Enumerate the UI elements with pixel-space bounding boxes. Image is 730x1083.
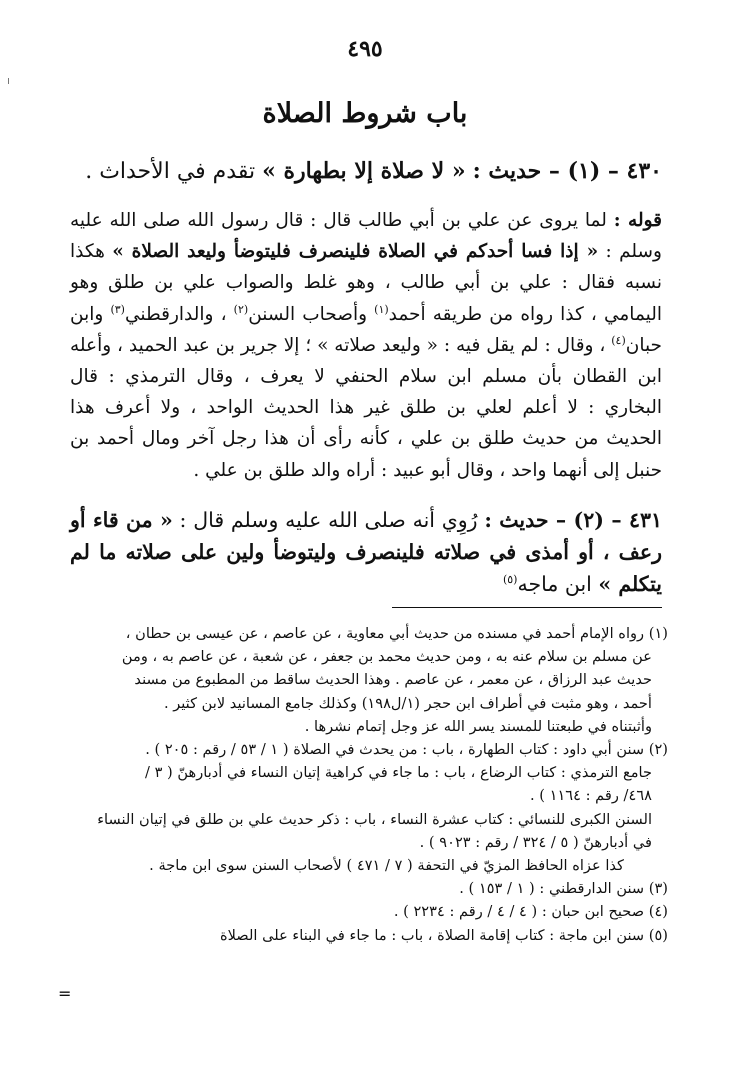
footnote-line: في أدبارهنّ ( ٥ / ٣٢٤ / رقم : ٩٠٢٣ ) . xyxy=(419,833,652,851)
footnote-line: أحمد ، وهو مثبت في أطراف ابن حجر (١/ل١٩٨) وكذلك جامع المسانيد لابن كثير . xyxy=(163,694,652,712)
footnote-ref-4[interactable]: (٤) xyxy=(611,333,626,347)
footnote-ref-3[interactable]: (٣) xyxy=(110,302,125,316)
footnote-ref-5[interactable]: (٥) xyxy=(502,573,518,587)
entry-431-source: ابن ماجه xyxy=(517,572,592,596)
hadith-entry-430 xyxy=(62,154,662,189)
footnote-line: عن مسلم بن سلام عنه به ، ومن حديث محمد بن جعفر ، عن شعبة ، عن عاصم به ، ومن xyxy=(121,648,652,666)
footnote-line: (٤) صحيح ابن حبان : ( ٤ / ٤ / رقم : ٢٢٣٤ ) . xyxy=(393,903,668,921)
footnote-4 xyxy=(62,900,668,923)
entry-430-quote: « لا صلاة إلا بطهارة » xyxy=(262,158,466,184)
footnote-divider xyxy=(392,607,662,608)
footnote-1 xyxy=(62,622,668,738)
footnote-line: (٥) سنن ابن ماجة : كتاب إقامة الصلاة ، باب : ما جاء في البناء على الصلاة xyxy=(219,926,668,944)
commentary-paragraph xyxy=(70,205,662,486)
footnote-line: حديث عبد الرزاق ، عن معمر ، عن عاصم . وهذا الحديث ساقط من المطبوع من مسند xyxy=(134,671,652,689)
commentary-text: لما يروى عن علي بن أبي طالب قال : قال رسول الله صلى الله عليه وسلم : xyxy=(70,210,662,263)
commentary-text: وأصحاب السنن xyxy=(248,303,368,325)
entry-431-text: رُوِي أنه صلى الله عليه وسلم قال : xyxy=(179,508,478,532)
entry-430-number: ٤٣٠ – (١) – حديث : xyxy=(472,158,662,184)
entry-430-note: تقدم في الأحداث . xyxy=(85,159,256,184)
footnote-line: ٤٦٨/ رقم : ١١٦٤ ) . xyxy=(530,787,652,805)
commentary-text: ، والدارقطني xyxy=(124,303,227,325)
footnote-line: (٢) سنن أبي داود : كتاب الطهارة ، باب : من يحدث في الصلاة ( ١ / ٥٣ / رقم : ٢٠٥ ) . xyxy=(145,741,668,759)
footnote-line: جامع الترمذي : كتاب الرضاع ، باب : ما جاء في كراهية إتيان النساء في أدبارهنّ ( ٣ / xyxy=(145,764,652,782)
continuation-mark: = xyxy=(58,984,72,1003)
footnote-ref-2[interactable]: (٢) xyxy=(233,302,249,316)
footnote-line: (١) رواه الإمام أحمد في مسنده من حديث أبي معاوية ، عن عاصم ، عن عيسى بن حطان ، xyxy=(125,625,668,642)
footnote-3 xyxy=(62,877,668,900)
page-number: ٤٩٥ xyxy=(347,36,383,62)
margin-mark xyxy=(8,78,9,84)
footnotes-list xyxy=(62,622,668,947)
hadith-entry-431 xyxy=(70,504,662,600)
chapter-title: باب شروط الصلاة xyxy=(262,98,468,129)
commentary-text: هكذا نسبه فقال : علي بن أبي طالب ، وهو غلط والصواب علي بن طلق وهو اليمامي ، كذا رواه من طريقه أحمد xyxy=(70,241,662,325)
commentary-text: ، وقال : لم يقل فيه : « وليعد صلاته » ؛ إلا جرير بن عبد الحميد ، وأعله ابن القطان بأن مسلم ابن سلام الحنفي لا يعرف ، وقال الترمذي : قال البخاري : لا أعلم لعلي بن طلق غير هذا الحديث الواحد ، ولا أعرف هذا الحديث من حديث طلق بن علي ، كأنه رأى أن هذا رجل آخر ومال أحمد بن حنبل إلى أنهما واحد ، وقال أبو عبيد : أراه والد طلق بن علي . xyxy=(70,334,662,481)
footnote-line: (٣) سنن الدارقطني : ( ١ / ١٥٣ ) . xyxy=(459,880,668,898)
footnote-5 xyxy=(62,924,668,947)
commentary-hadith: « إذا فسا أحدكم في الصلاة فلينصرف فليتوضأ وليعد الصلاة » xyxy=(112,241,599,263)
footnote-ref-1[interactable]: (١) xyxy=(374,302,389,316)
footnote-2 xyxy=(62,738,668,877)
entry-431-number: ٤٣١ – (٢) – حديث : xyxy=(484,508,662,532)
commentary-lead: قوله : xyxy=(613,210,662,231)
footnote-line: وأثبتناه في طبعتنا للمسند يسر الله عز وجل إتمام نشرها . xyxy=(304,717,652,735)
commentary-text: وابن حبان xyxy=(70,303,662,356)
footnote-line: السنن الكبرى للنسائي : كتاب عشرة النساء ، باب : ذكر حديث علي بن طلق في إتيان النساء xyxy=(97,810,652,828)
entry-431-quote: « من قاء أو رعف ، أو أمذى في صلاته فلينصرف وليتوضأ ولين على صلاته ما لم يتكلم » xyxy=(70,508,662,596)
footnote-line: كذا عزاه الحافظ المزيّ في التحفة ( ٧ / ٤٧١ ) لأصحاب السنن سوى ابن ماجة . xyxy=(149,857,624,875)
